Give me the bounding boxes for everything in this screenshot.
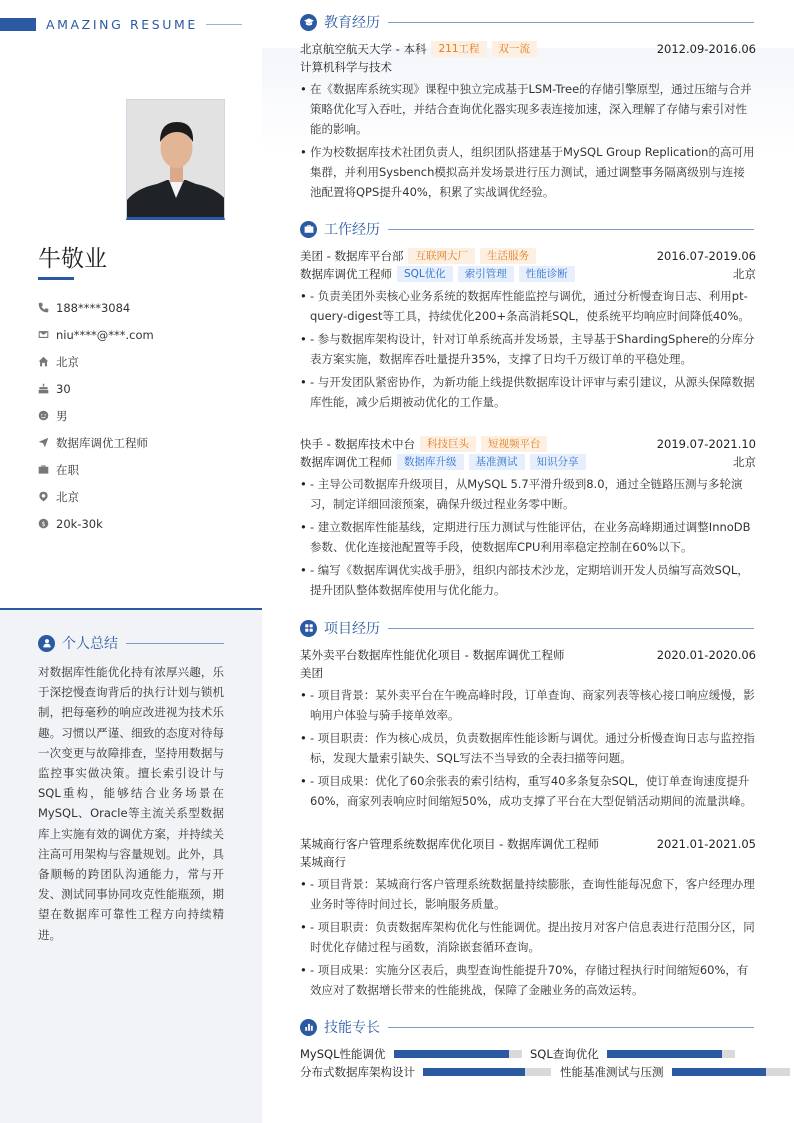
education-bullet: • 作为校数据库技术社团负责人，组织团队搭建基于MySQL Group Replication的高可用集群，并利用Sysbench模拟高并发场景进行压力测试，通过调整事务隔离级别与连接池配置将QPS提升40%，积累了实战调优经验。 (300, 142, 756, 202)
summary-heading (38, 633, 224, 653)
project-bullet: • - 项目职责：负责数据库架构优化与性能调优。提出按月对客户信息表进行范围分区，同时优化存储过程与函数，消除嵌套循环查询。 (300, 917, 756, 957)
work-city: 北京 (733, 455, 756, 469)
education-bullets (300, 79, 756, 202)
skills-row (300, 1063, 794, 1081)
info-email (38, 321, 154, 348)
role-tag: SQL优化 (397, 266, 453, 282)
project-bullet: • - 项目职责：作为核心成员，负责数据库性能诊断与调优。通过分析慢查询日志与监控指标，发现大量索引缺失、SQL写法不当导致的全表扫描等问题。 (300, 728, 756, 768)
education-school: 北京航空航天大学 - 本科 (300, 42, 427, 56)
bar-chart-icon (300, 1019, 317, 1036)
project-name: 某外卖平台数据库性能优化项目 - 数据库调优工程师 (300, 648, 565, 662)
info-salary (38, 510, 154, 537)
skill-item (560, 1064, 790, 1080)
work-bullets (300, 286, 756, 412)
profile-name: 牛敬业 (38, 246, 107, 272)
education-tag: 211工程 (431, 41, 486, 57)
info-salary-text: 20k-30k (56, 516, 103, 531)
education-major-row (300, 58, 756, 76)
info-position-text: 数据库调优工程师 (56, 435, 148, 450)
work-date: 2019.07-2021.10 (656, 437, 756, 451)
education-bullet: • 在《数据库系统实现》课程中独立完成基于LSM-Tree的存储引擎原型，通过压缩与合并策略优化写入吞吐，并结合查询优化器实现多表连接加速，深入理解了存储与索引对性能的影响。 (300, 79, 756, 139)
salary-icon (38, 518, 56, 529)
projects-title: 项目经历 (324, 621, 380, 637)
work-heading (300, 219, 754, 239)
education-tag: 双一流 (492, 41, 538, 57)
project-entry (300, 646, 756, 811)
skills-heading (300, 1017, 754, 1037)
skill-fill (394, 1050, 509, 1058)
skills-title: 技能专长 (324, 1020, 380, 1036)
skill-item (300, 1046, 530, 1062)
work-title-divider (388, 229, 754, 230)
project-header-row (300, 646, 756, 664)
projects-heading (300, 618, 754, 638)
info-phone-text: 188****3084 (56, 300, 131, 315)
project-date: 2021.01-2021.05 (656, 837, 756, 851)
summary-text: 对数据库性能优化持有浓厚兴趣，乐于深挖慢查询背后的执行计划与锁机制，把每毫秒的响应改进视为技术乐趣。习惯以严谨、细致的态度对待每一次变更与故障排查，坚持用数据与监控事实做决策。擅长索引设计与SQL重构，能够结合业务场景在MySQL、Oracle等主流关系型数据库上实施有效的调优方案，并持续关注高可用架构与容量规划。此外，具备顺畅的跨团队沟通能力，常与开发、测试同事协同攻克性能瓶颈，期望在数据库可靠性工程方向持续精进。 (38, 665, 224, 942)
project-bullet: • - 项目背景：某外卖平台在午晚高峰时段，订单查询、商家列表等核心接口响应缓慢，影响用户体验与骑手接单效率。 (300, 685, 756, 725)
education-title-divider (388, 22, 754, 23)
work-company-row (300, 247, 756, 265)
work-bullet: • - 与开发团队紧密协作，为新功能上线提供数据库设计评审与索引建议，从源头保障数据库性能，减少后期被动优化的工作量。 (300, 372, 756, 412)
send-icon (38, 437, 56, 448)
info-status-text: 在职 (56, 462, 79, 477)
location-icon (38, 491, 56, 502)
skill-fill (607, 1050, 722, 1058)
work-role: 数据库调优工程师 (300, 267, 392, 281)
info-home (38, 348, 154, 375)
brand-header (0, 17, 242, 32)
skill-name: 分布式数据库架构设计 (300, 1065, 415, 1079)
project-bullets (300, 685, 756, 811)
info-status (38, 456, 154, 483)
project-org-row (300, 664, 756, 682)
skill-bar (423, 1068, 551, 1076)
work-company: 美团 - 数据库平台部 (300, 249, 404, 263)
education-major: 计算机科学与技术 (300, 60, 392, 74)
profile-photo (126, 99, 225, 220)
work-role-row (300, 265, 756, 283)
work-bullet: • - 建立数据库性能基线，定期进行压力测试与性能评估，在业务高峰期通过调整InnoDB参数、优化连接池配置等手段，使数据库CPU利用率稳定控制在60%以下。 (300, 517, 756, 557)
info-phone (38, 294, 154, 321)
briefcase-icon (38, 464, 56, 475)
project-header-row (300, 835, 756, 853)
skill-fill (672, 1068, 766, 1076)
work-role: 数据库调优工程师 (300, 455, 392, 469)
work-company-row (300, 435, 756, 453)
role-tag: 索引管理 (458, 266, 514, 282)
projects-title-divider (388, 628, 754, 629)
role-tag: 知识分享 (530, 454, 586, 470)
contact-info-list (38, 294, 154, 537)
info-position (38, 429, 154, 456)
brand-bar (0, 18, 36, 31)
skill-bar (672, 1068, 790, 1076)
role-tag: 性能诊断 (519, 266, 575, 282)
info-email-text: niu****@***.com (56, 327, 154, 342)
skill-name: MySQL性能调优 (300, 1047, 386, 1061)
work-bullet: • - 编写《数据库调优实战手册》，组织内部技术沙龙，定期培训开发人员编写高效SQL，提升团队整体数据库使用与优化能力。 (300, 560, 756, 600)
info-age-text: 30 (56, 381, 71, 396)
work-entry (300, 435, 756, 600)
cake-icon (38, 383, 56, 394)
work-bullets (300, 474, 756, 600)
home-icon (38, 356, 56, 367)
education-title: 教育经历 (324, 15, 380, 31)
project-org-row (300, 853, 756, 871)
briefcase-icon (300, 221, 317, 238)
education-date: 2012.09-2016.06 (656, 42, 756, 56)
education-heading (300, 12, 754, 32)
skills-row (300, 1045, 794, 1063)
project-org: 美团 (300, 666, 323, 680)
svg-text:$: $ (41, 520, 46, 528)
project-bullets (300, 874, 756, 1000)
grid-icon (300, 620, 317, 637)
phone-icon (38, 302, 56, 313)
project-date: 2020.01-2020.06 (656, 648, 756, 662)
skill-name: 性能基准测试与压测 (560, 1065, 664, 1079)
work-company: 快手 - 数据库技术中台 (300, 437, 415, 451)
user-icon (38, 635, 55, 652)
work-bullet: • - 负责美团外卖核心业务系统的数据库性能监控与调优，通过分析慢查询日志、利用pt-query-digest等工具，持续优化200+条高消耗SQL，使系统平均响应时间降低40%。 (300, 286, 756, 326)
gender-icon (38, 410, 56, 421)
project-bullet: • - 项目成果：实施分区表后，典型查询性能提升70%，存储过程执行时间缩短60%，有效应对了数据增长带来的性能挑战，保障了金融业务的高效运转。 (300, 960, 756, 1000)
work-city: 北京 (733, 267, 756, 281)
summary-title: 个人总结 (62, 636, 118, 652)
company-tag: 互联网大厂 (408, 248, 475, 264)
company-tag: 生活服务 (480, 248, 536, 264)
skills-title-divider (388, 1027, 754, 1028)
info-age (38, 375, 154, 402)
work-bullet: • - 主导公司数据库升级项目，从MySQL 5.7平滑升级到8.0，通过全链路压测与多轮演习，制定详细回滚预案，确保升级过程业务零中断。 (300, 474, 756, 514)
skill-item (300, 1064, 560, 1080)
company-tag: 短视频平台 (481, 436, 548, 452)
role-tag: 数据库升级 (397, 454, 464, 470)
info-location (38, 483, 154, 510)
education-entry (300, 40, 756, 202)
project-org: 某城商行 (300, 855, 346, 869)
company-tag: 科技巨头 (420, 436, 476, 452)
work-entry (300, 247, 756, 412)
skill-bar (394, 1050, 522, 1058)
project-bullet: • - 项目背景：某城商行客户管理系统数据量持续膨胀，查询性能每况愈下，客户经理办理业务时等待时间过长，影响服务质量。 (300, 874, 756, 914)
skill-name: SQL查询优化 (530, 1047, 599, 1061)
skill-fill (423, 1068, 525, 1076)
work-title: 工作经历 (324, 222, 380, 238)
project-bullet: • - 项目成果：优化了60余张表的索引结构，重写40多条复杂SQL，使订单查询速度提升60%，商家列表响应时间缩短50%，成功支撑了平台在大型促销活动期间的流量洪峰。 (300, 771, 756, 811)
brand-title: AMAZING RESUME (46, 17, 198, 32)
info-home-text: 北京 (56, 354, 79, 369)
project-entry (300, 835, 756, 1000)
work-bullet: • - 参与数据库架构设计，针对订单系统高并发场景，主导基于ShardingSphere的分库分表方案实施，数据库吞吐量提升35%，支撑了日均千万级订单的平稳处理。 (300, 329, 756, 369)
graduation-cap-icon (300, 14, 317, 31)
project-name: 某城商行客户管理系统数据库优化项目 - 数据库调优工程师 (300, 837, 599, 851)
role-tag: 基准测试 (469, 454, 525, 470)
info-gender-text: 男 (56, 408, 68, 423)
summary-title-divider (126, 643, 224, 644)
name-underline (38, 277, 74, 280)
info-gender (38, 402, 154, 429)
work-role-row (300, 453, 756, 471)
education-header-row (300, 40, 756, 58)
work-date: 2016.07-2019.06 (656, 249, 756, 263)
skill-bar (607, 1050, 735, 1058)
mail-icon (38, 329, 56, 340)
brand-divider (206, 24, 242, 25)
skill-item (530, 1046, 735, 1062)
info-location-text: 北京 (56, 489, 79, 504)
